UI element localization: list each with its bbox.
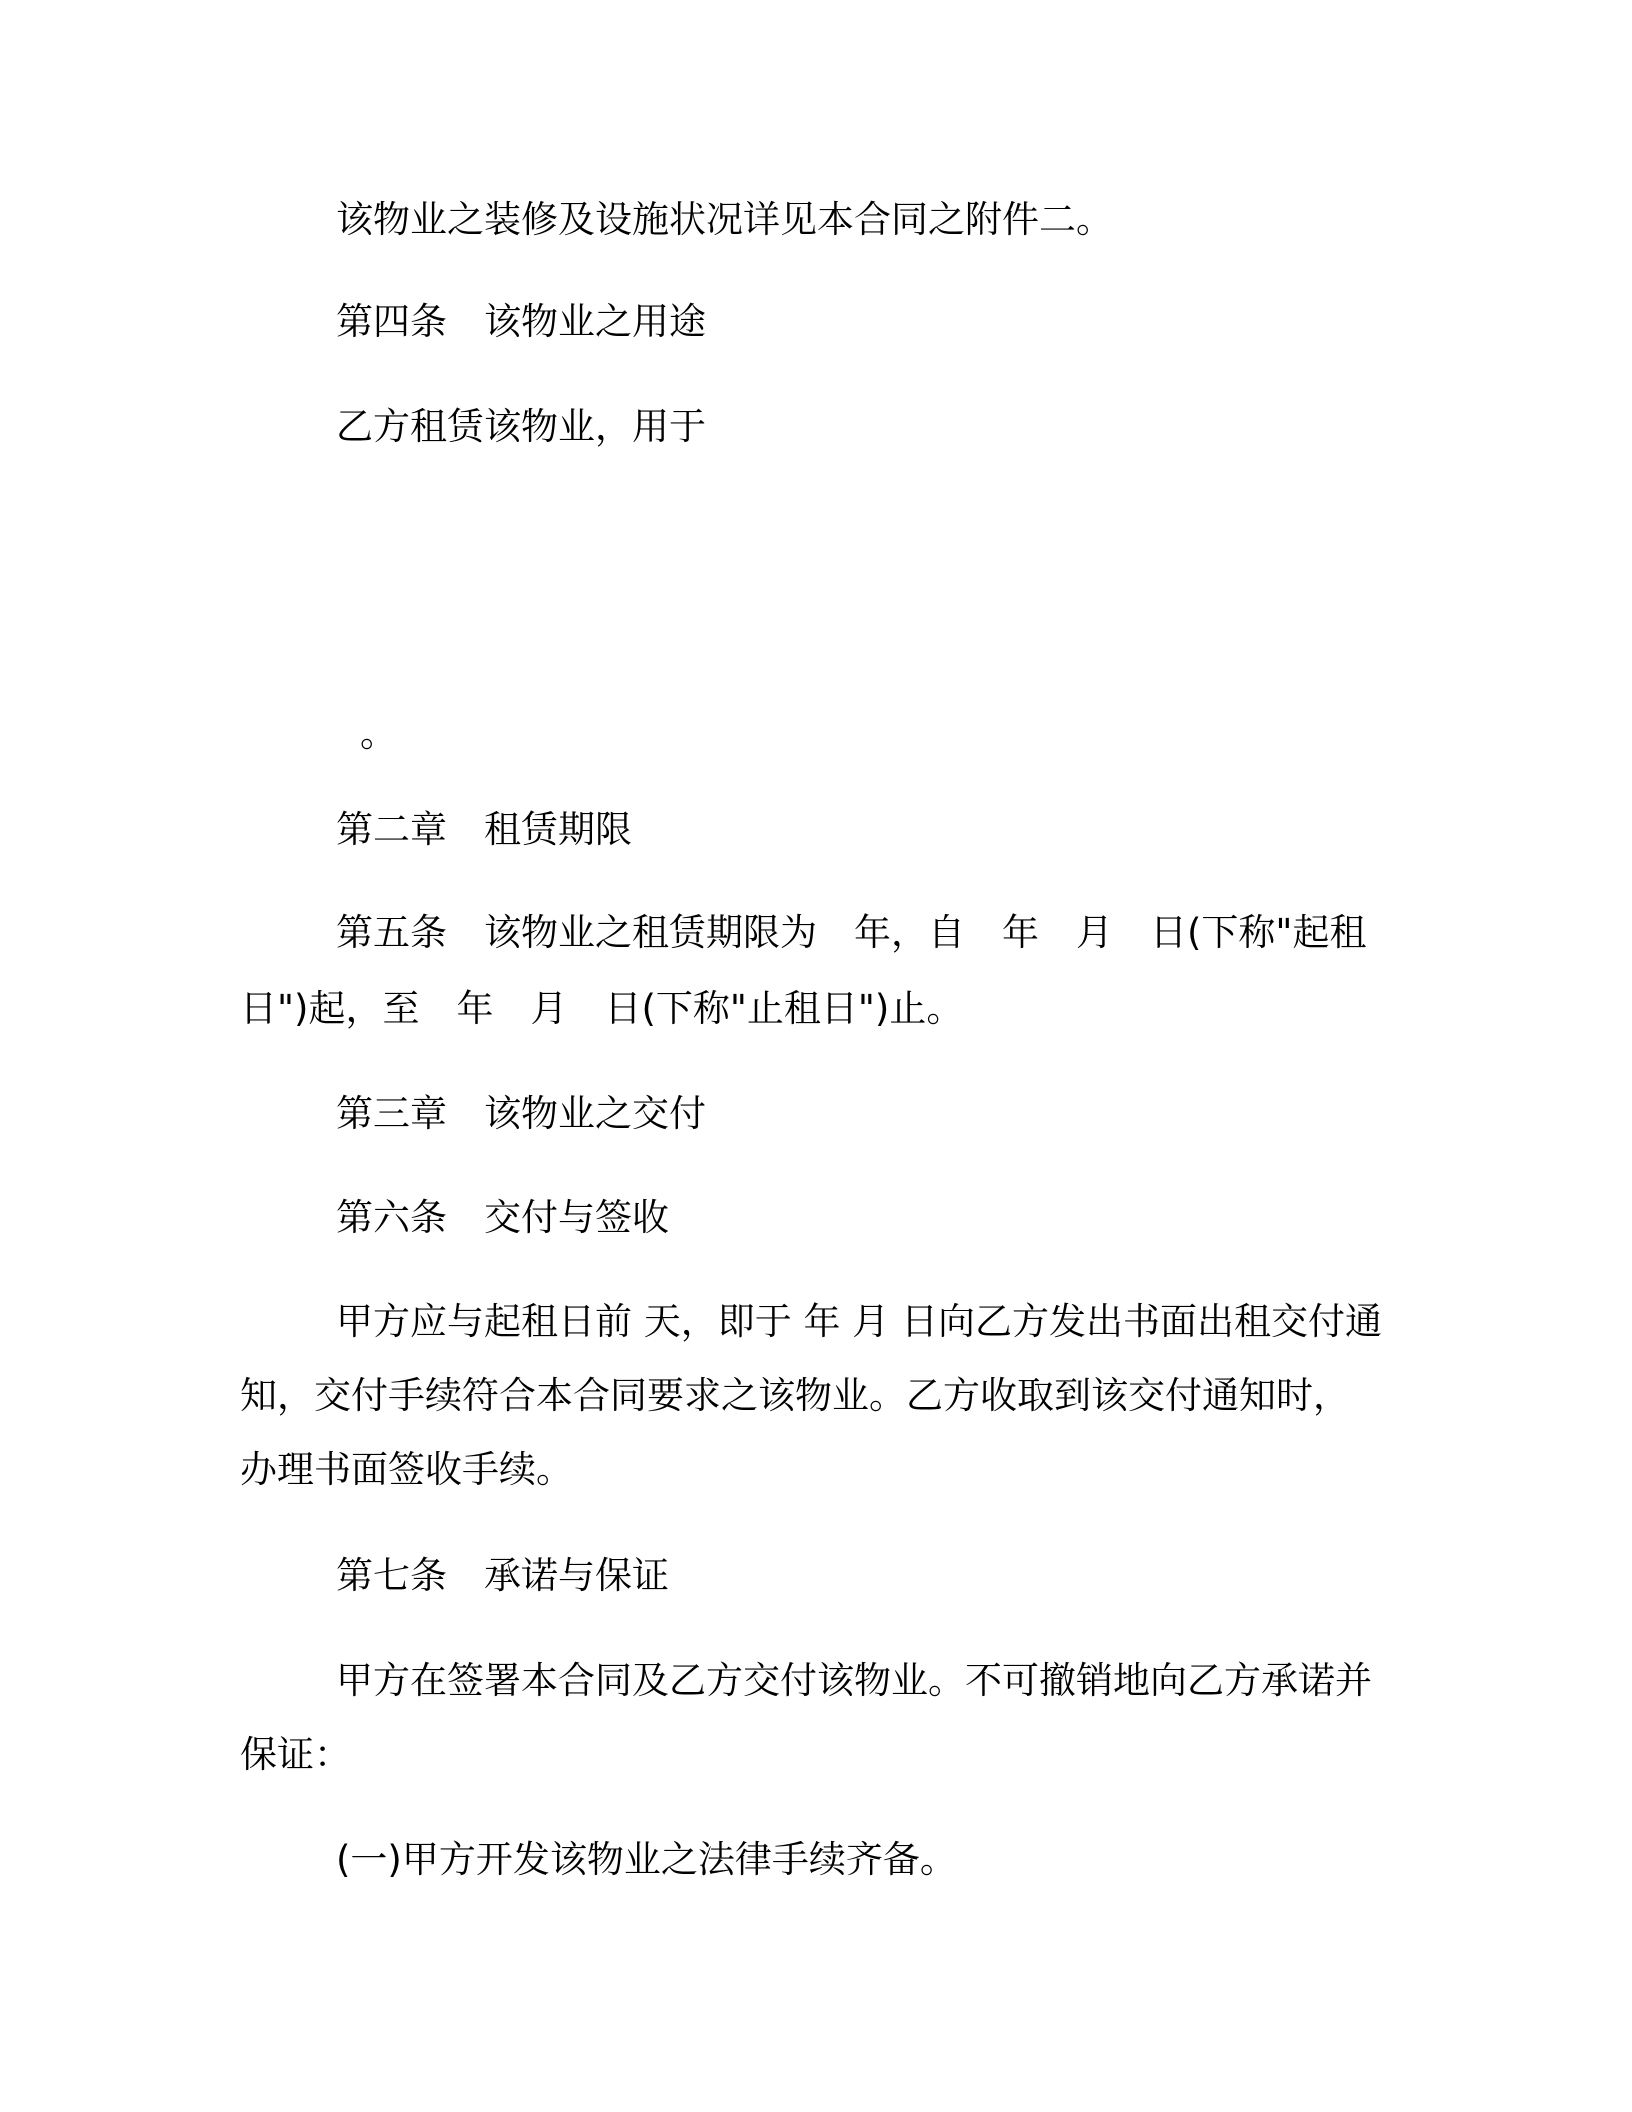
article-7-item-1: (一)甲方开发该物业之法律手续齐备。 — [336, 1838, 957, 1881]
usage-end-period: 。 — [360, 712, 397, 755]
article-6-text-line2: 知，交付手续符合本合同要求之该物业。乙方收取到该交付通知时， — [240, 1374, 1350, 1417]
chapter-3-heading: 第三章 该物业之交付 — [336, 1092, 706, 1135]
article-6-heading: 第六条 交付与签收 — [336, 1196, 669, 1239]
article-5-text-line1: 第五条 该物业之租赁期限为 年，自 年 月 日(下称"起租 — [336, 911, 1367, 954]
article-6-text-line1: 甲方应与起租日前 天，即于 年 月 日向乙方发出书面出租交付通 — [336, 1300, 1383, 1343]
chapter-2-heading: 第二章 租赁期限 — [336, 808, 632, 851]
article-7-heading: 第七条 承诺与保证 — [336, 1554, 669, 1597]
article-6-text-line3: 办理书面签收手续。 — [240, 1448, 573, 1491]
paragraph-decoration-note: 该物业之装修及设施状况详见本合同之附件二。 — [336, 198, 1113, 241]
article-7-text-line2: 保证： — [240, 1733, 351, 1776]
article-7-text-line1: 甲方在签署本合同及乙方交付该物业。不可撤销地向乙方承诺并 — [336, 1659, 1372, 1702]
article-5-text-line2: 日")起，至 年 月 日(下称"止租日")止。 — [240, 987, 964, 1030]
article-4-usage-text: 乙方租赁该物业，用于 — [336, 405, 706, 448]
article-4-heading: 第四条 该物业之用途 — [336, 300, 706, 343]
